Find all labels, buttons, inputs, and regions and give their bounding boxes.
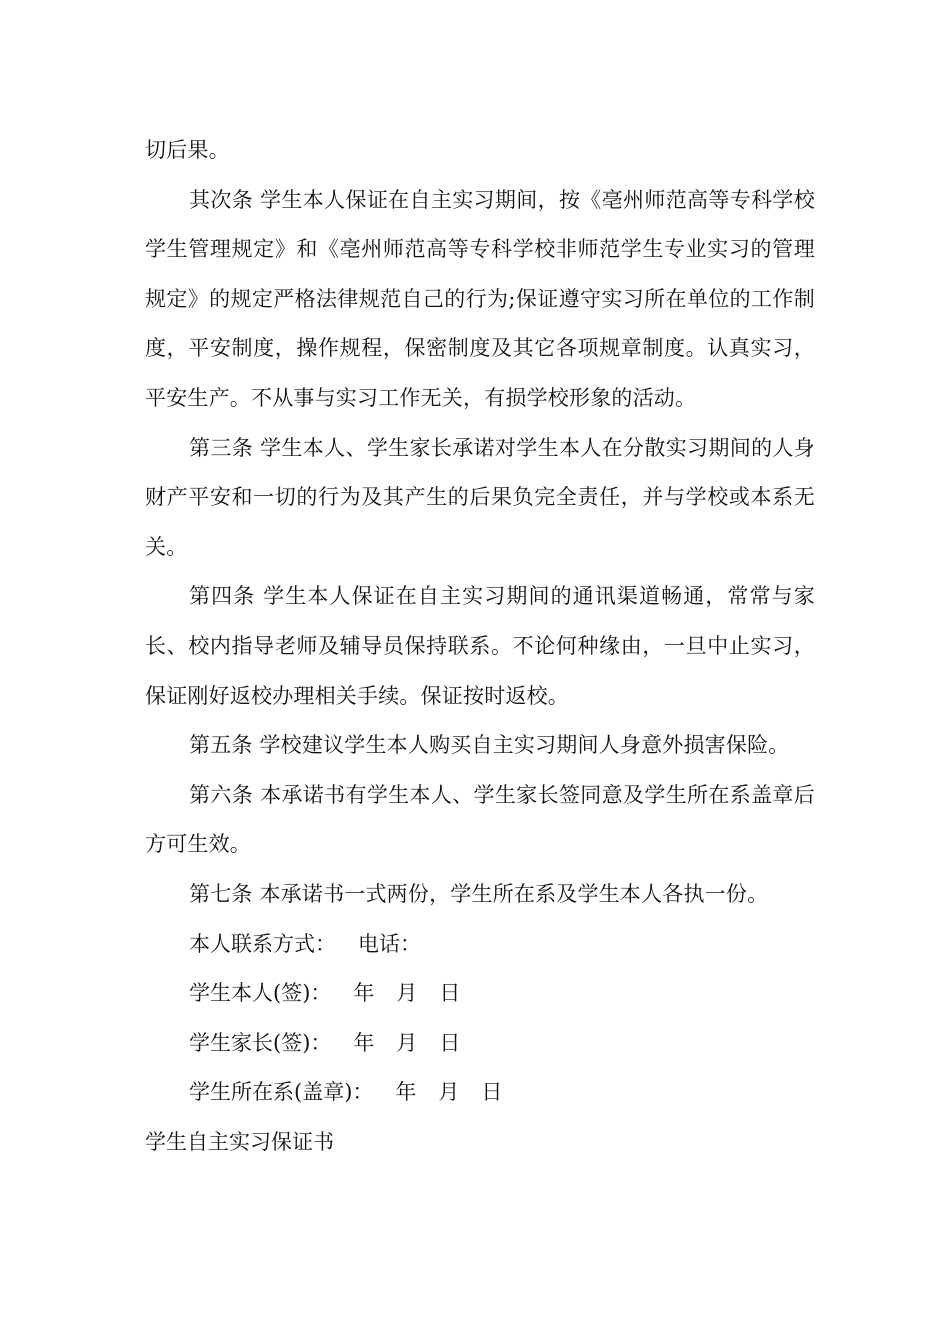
document-page: [145, 126, 815, 1167]
paragraph-article-7: 第七条 本承诺书一式两份，学生所在系及学生本人各执一份。: [189, 881, 769, 906]
paragraph-article-4: 第四条 学生本人保证在自主实习期间的通讯渠道畅通，常常与家长、校内指导老师及辅导员保持联系。不论何种缘由，一旦中止实习，保证刚好返校办理相关手续。保证按时返校。: [145, 584, 815, 708]
signature-line-student: [145, 969, 815, 1019]
paragraph-article-6: 第六条 本承诺书有学生本人、学生家长签同意及学生所在系盖章后方可生效。: [145, 782, 815, 857]
date-year: 年: [395, 1080, 417, 1105]
paragraph-continuation: 切后果。: [145, 138, 230, 162]
signature-line-department: [145, 1068, 815, 1118]
paragraph-article-2: 其次条 学生本人保证在自主实习期间，按《亳州师范高等专科学校学生管理规定》和《亳州师范高等专科学校非师范学生专业实习的管理规定》的规定严格法律规范自己的行为;保证遵守实习所在单位的工作制度，平安制度，操作规程，保密制度及其它各项规章制度。认真实习，平安生产。不从事与实习工作无关，有损学校形象的活动。: [145, 187, 815, 410]
date-day: 日: [439, 981, 461, 1006]
date-month: 月: [396, 1030, 418, 1055]
next-document-title: 学生自主实习保证书: [145, 1129, 334, 1154]
date-day: 日: [481, 1080, 503, 1105]
signature-line-parent: [145, 1019, 815, 1069]
date-month: 月: [438, 1080, 460, 1105]
signature-label: 学生家长(签)：: [189, 1030, 332, 1055]
phone-label: 电话：: [358, 931, 421, 956]
contact-line: [145, 920, 815, 970]
contact-label: 本人联系方式：: [189, 931, 336, 956]
signature-label: 学生所在系(盖章)：: [189, 1080, 374, 1105]
signature-label: 学生本人(签)：: [189, 981, 332, 1006]
paragraph-article-5: 第五条 学校建议学生本人购买自主实习期间人身意外损害保险。: [189, 733, 790, 758]
date-day: 日: [439, 1030, 461, 1055]
date-year: 年: [353, 981, 375, 1006]
paragraph-article-3: 第三条 学生本人、学生家长承诺对学生本人在分散实习期间的人身财产平安和一切的行为及其产生的后果负完全责任，并与学校或本系无关。: [145, 435, 815, 559]
date-month: 月: [396, 981, 418, 1006]
date-year: 年: [353, 1030, 375, 1055]
